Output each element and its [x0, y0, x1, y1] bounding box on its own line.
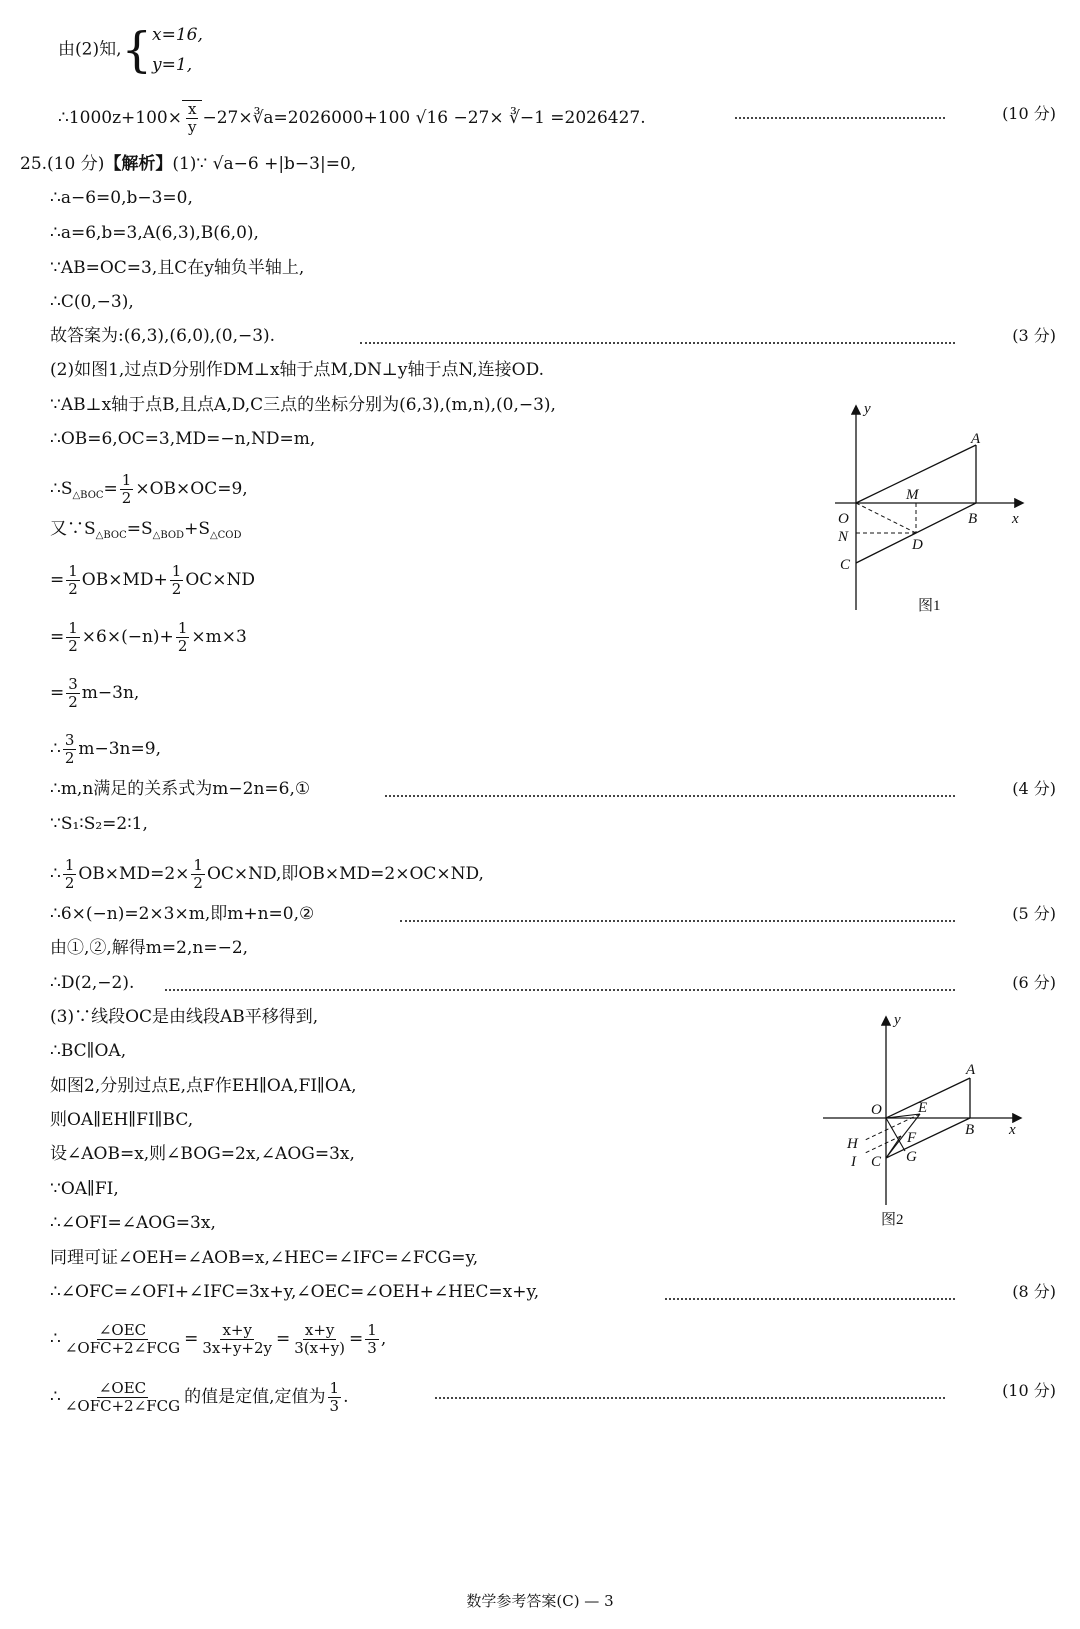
frac-num: ∠OEC — [98, 1321, 147, 1339]
dot-leader — [385, 795, 955, 797]
subscript: △BOC — [72, 490, 104, 501]
frac-num: 1 — [193, 856, 203, 874]
question-number: 25.(10 分) — [20, 154, 105, 174]
expand-1 — [50, 563, 255, 598]
label-a: A — [966, 1062, 976, 1078]
frac-num: 1 — [329, 1379, 340, 1397]
text: +S — [184, 519, 210, 539]
text: OC×ND,即OB×MD=2×OC×ND, — [206, 864, 484, 884]
label-x: x — [1009, 1122, 1016, 1138]
text: = — [276, 1329, 291, 1349]
label-h: H — [847, 1136, 858, 1152]
fraction — [63, 1322, 182, 1357]
score-3: (3 分) — [1012, 326, 1056, 345]
relation: ∴m,n满足的关系式为m−2n=6,① — [50, 779, 311, 799]
fraction — [66, 676, 80, 711]
expand-4 — [50, 732, 161, 767]
text: OB×MD=2× — [78, 864, 190, 884]
text: = — [50, 683, 65, 703]
label-e: E — [918, 1100, 928, 1116]
fraction — [176, 620, 190, 655]
segment-oa — [886, 1078, 970, 1118]
step-abx: ∵AB⊥x轴于点B,且点A,D,C三点的坐标分别为(6,3),(m,n),(0,−3), — [50, 395, 556, 415]
frac-num: x+y — [222, 1321, 252, 1339]
text: = — [50, 570, 65, 590]
text: = — [103, 479, 118, 499]
frac-num: x+y — [304, 1321, 335, 1339]
fraction — [292, 1322, 347, 1357]
fraction — [66, 620, 80, 655]
fraction — [66, 563, 80, 598]
step-a6: ∴a−6=0,b−3=0, — [50, 188, 193, 208]
step-fig2: 如图2,分别过点E,点F作EH∥OA,FI∥OA, — [50, 1076, 357, 1096]
label-y: y — [894, 1012, 901, 1028]
step-s1s2: ∵S₁∶S₂=2∶1, — [50, 814, 148, 834]
brace: { — [121, 22, 153, 78]
step-a6b3: ∴a=6,b=3,A(6,3),B(6,0), — [50, 223, 259, 243]
dot-leader — [360, 342, 955, 344]
fraction — [63, 1380, 182, 1415]
frac-den: 2 — [68, 693, 78, 711]
text: ×m×3 — [191, 627, 247, 647]
segment-od — [856, 503, 916, 533]
step-set: 设∠AOB=x,则∠BOG=2x,∠AOG=3x, — [50, 1144, 355, 1164]
label-y: y — [864, 401, 871, 417]
label-n: N — [838, 529, 849, 545]
label-o: O — [838, 511, 849, 527]
from-2-text: 由(2)知, — [58, 39, 122, 60]
label-x: x — [1012, 511, 1019, 527]
page-footer: 数学参考答案(C) — 3 — [466, 1592, 614, 1610]
frac-den: 3x+y+2y — [202, 1339, 273, 1357]
step-bcoa: ∴BC∥OA, — [50, 1041, 127, 1061]
fraction — [63, 732, 77, 767]
step-ofi: ∴∠OFI=∠AOG=3x, — [50, 1213, 216, 1233]
text: 又∵S — [50, 519, 96, 539]
frac-den: 2 — [68, 637, 78, 655]
text: ×6×(−n)+ — [81, 627, 174, 647]
step-6n: ∴6×(−n)=2×3×m,即m+n=0,② — [50, 904, 315, 924]
step-again — [50, 518, 242, 547]
step-aboc: ∵AB=OC=3,且C在y轴负半轴上, — [50, 258, 305, 278]
label-a: A — [971, 431, 981, 447]
score-6: (6 分) — [1012, 973, 1056, 992]
eq-x: x=16, — [152, 25, 203, 45]
frac-num: 1 — [121, 471, 132, 489]
final-line — [50, 1380, 349, 1415]
fraction — [170, 563, 184, 598]
text: =S — [126, 519, 153, 539]
frac-den: 2 — [193, 874, 203, 892]
analysis-tag: 【解析】 — [104, 154, 173, 174]
frac-den: 3 — [367, 1339, 377, 1357]
text: 的值是定值,定值为 — [184, 1387, 326, 1407]
step-c03: ∴C(0,−3), — [50, 292, 134, 312]
text: = — [349, 1329, 364, 1349]
text: = — [184, 1329, 199, 1349]
text: ∴ — [50, 864, 61, 884]
step-half — [50, 857, 484, 892]
text: ∴ — [50, 1387, 61, 1407]
step-ofc: ∴∠OFC=∠OFI+∠IFC=3x+y,∠OEC=∠OEH+∠HEC=x+y, — [50, 1282, 540, 1302]
subscript: △BOD — [152, 530, 185, 541]
q25-first-step: (1)∵ √a−6 +|b−3|=0, — [172, 154, 357, 174]
q25-heading — [20, 153, 356, 175]
figure-1-caption: 图1 — [918, 598, 941, 614]
step-par: 则OA∥EH∥FI∥BC, — [50, 1110, 194, 1130]
calc-part-a: ∴1000z+100× — [58, 108, 182, 128]
frac-den: 2 — [171, 580, 182, 598]
subscript: △BOC — [95, 530, 127, 541]
label-f: F — [907, 1130, 917, 1146]
frac-num: 1 — [171, 562, 182, 580]
frac-num: 1 — [68, 619, 78, 637]
text: , — [380, 1329, 387, 1349]
label-m: M — [906, 487, 919, 503]
label-c: C — [871, 1154, 882, 1170]
score-5: (5 分) — [1012, 904, 1056, 923]
dot-leader — [735, 117, 945, 119]
step-ob6: ∴OB=6,OC=3,MD=−n,ND=m, — [50, 429, 316, 449]
label-d: D — [912, 537, 923, 553]
frac-den: 2 — [64, 749, 75, 767]
frac-num: x — [187, 100, 197, 118]
label-o: O — [871, 1102, 882, 1118]
label-c: C — [840, 557, 851, 573]
ratio-line — [50, 1322, 386, 1357]
calc-part-b: −27×∛a=2026000+100 √16 −27× ∛−1 =2026427. — [202, 108, 646, 128]
equation-system — [152, 20, 203, 80]
dot-leader — [665, 1298, 955, 1300]
frac-num: 3 — [68, 675, 78, 693]
score-10a: (10 分) — [1002, 104, 1056, 123]
text: . — [343, 1387, 349, 1407]
frac-den: 2 — [121, 489, 132, 507]
frac-den: 2 — [64, 874, 75, 892]
expand-2 — [50, 620, 247, 655]
text: m−3n=9, — [78, 739, 161, 759]
expand-3 — [50, 676, 139, 711]
fraction — [191, 857, 205, 892]
frac-den: 3 — [329, 1397, 340, 1415]
step-solve: 由①,②,解得m=2,n=−2, — [50, 938, 249, 958]
step-sboc — [50, 472, 248, 507]
system-line — [58, 20, 203, 80]
subscript: △COD — [209, 530, 242, 541]
label-b: B — [968, 511, 978, 527]
label-g: G — [906, 1149, 917, 1165]
figure-2-caption: 图2 — [881, 1212, 904, 1228]
frac-den: ∠OFC+2∠FCG — [64, 1339, 181, 1357]
fraction — [328, 1380, 342, 1415]
figure-2 — [815, 1010, 1030, 1235]
text: ∴ — [50, 739, 61, 759]
score-8: (8 分) — [1012, 1282, 1056, 1301]
frac-num: 1 — [367, 1321, 377, 1339]
step-oafi: ∵OA∥FI, — [50, 1179, 119, 1199]
text: m−3n, — [81, 683, 140, 703]
text: OC×ND — [185, 570, 256, 590]
frac-den: ∠OFC+2∠FCG — [64, 1397, 181, 1415]
figure-1 — [830, 395, 1040, 645]
text: ∴ — [50, 1329, 61, 1349]
fraction — [63, 857, 77, 892]
frac-den: 2 — [177, 637, 188, 655]
dot-leader — [400, 920, 955, 922]
score-4: (4 分) — [1012, 779, 1056, 798]
frac-num: 1 — [177, 619, 188, 637]
fraction — [200, 1322, 274, 1357]
text: ∴S — [50, 479, 73, 499]
answer-1: 故答案为:(6,3),(6,0),(0,−3). — [50, 326, 276, 346]
frac-num: 1 — [68, 562, 78, 580]
text: OB×MD+ — [81, 570, 168, 590]
score-10b: (10 分) — [1002, 1381, 1056, 1400]
eq-y: y=1, — [152, 55, 193, 75]
frac-num: ∠OEC — [98, 1379, 147, 1397]
frac-num: 1 — [64, 856, 75, 874]
frac-den: 3(x+y) — [294, 1339, 346, 1357]
dot-leader — [165, 989, 955, 991]
label-i: I — [851, 1154, 856, 1170]
text: ×OB×OC=9, — [135, 479, 248, 499]
dot-leader — [435, 1397, 945, 1399]
fraction — [120, 472, 134, 507]
frac-den: y — [187, 118, 197, 136]
text: = — [50, 627, 65, 647]
step-d: ∴D(2,−2). — [50, 973, 135, 993]
q25-part2: (2)如图1,过点D分别作DM⊥x轴于点M,DN⊥y轴于点N,连接OD. — [50, 360, 545, 380]
label-b: B — [965, 1122, 975, 1138]
frac-den: 2 — [68, 580, 78, 598]
fraction — [365, 1322, 379, 1357]
calc-line — [58, 100, 646, 136]
q25-part3: (3)∵线段OC是由线段AB平移得到, — [50, 1007, 319, 1027]
sqrt-x-over-y — [182, 100, 202, 136]
frac-num: 3 — [64, 731, 75, 749]
step-same: 同理可证∠OEH=∠AOB=x,∠HEC=∠IFC=∠FCG=y, — [50, 1248, 479, 1268]
